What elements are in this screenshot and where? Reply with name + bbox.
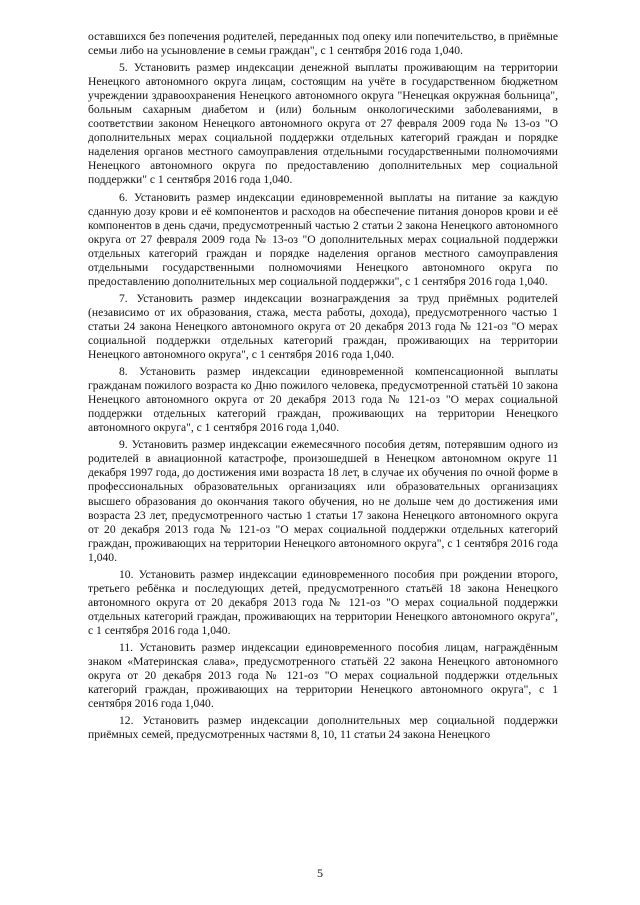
document-page <box>88 30 558 745</box>
page-number: 5 <box>317 866 323 880</box>
paragraph-item-5: 5. Установить размер индексации денежной выплаты проживающим на территории Ненецкого автономного округа лицам, состоящим на учёте в государственном бюджетном учреждении здравоохранения Ненецкого автономного округа "Ненецкая окружная больница", больным сахарным диабетом и (или) больным онкологическими заболеваниями, в соответствии законом Ненецкого автономного округа от 27 февраля 2009 года № 13-оз "О дополнительных мерах социальной поддержки отдельных категорий граждан и порядке наделения органов местного самоуправления отдельными государственными полномочиями Ненецкого автономного округа по предоставлению дополнительных мер социальной поддержки" с 1 сентября 2016 года 1,040. <box>88 61 558 187</box>
paragraph-item-11: 11. Установить размер индексации единовременного пособия лицам, награждённым знаком «Материнская слава», предусмотренного статьёй 22 закона Ненецкого автономного округа от 20 декабря 2013 года № 121-оз "О мерах социальной поддержки отдельных категорий граждан, проживающих на территории Ненецкого автономного округа", с 1 сентября 2016 года 1,040. <box>88 640 558 711</box>
paragraph-item-12: 12. Установить размер индексации дополнительных мер социальной поддержки приёмных семей, предусмотренных частями 8, 10, 11 статьи 24 закона Ненецкого <box>88 714 558 742</box>
paragraph-item-7: 7. Установить размер индексации вознаграждения за труд приёмных родителей (независимо от их образования, стажа, места работы, дохода), предусмотренного частью 1 статьи 24 закона Ненецкого автономного округа от 20 декабря 2013 года № 121-оз "О мерах социальной поддержки отдельных категорий граждан, проживающих на территории Ненецкого автономного округа", с 1 сентября 2016 года 1,040. <box>88 291 558 362</box>
paragraph-item-9: 9. Установить размер индексации ежемесячного пособия детям, потерявшим одного из родителей в авиационной катастрофе, произошедшей в Ненецком автономном округе 11 декабря 1997 года, до достижения ими возраста 18 лет, в случае их обучения по очной форме в профессиональных образовательных организациях или образовательных организациях высшего образования до окончания такого обучения, но не дольше чем до достижения ими возраста 23 лет, предусмотренного частью 1 статьи 17 закона Ненецкого автономного округа от 20 декабря 2013 года № 121-оз "О мерах социальной поддержки отдельных категорий граждан, проживающих на территории Ненецкого автономного округа", с 1 сентября 2016 года 1,040. <box>88 438 558 564</box>
paragraph-item-8: 8. Установить размер индексации единовременной компенсационной выплаты гражданам пожилого возраста ко Дню пожилого человека, предусмотренной статьёй 10 закона Ненецкого автономного округа от 20 декабря 2013 года № 121-оз "О мерах социальной поддержки отдельных категорий граждан, проживающих на территории Ненецкого автономного округа", с 1 сентября 2016 года 1,040. <box>88 365 558 435</box>
paragraph-item-10: 10. Установить размер индексации единовременного пособия при рождении второго, третьего ребёнка и последующих детей, предусмотренного статьёй 18 закона Ненецкого автономного округа от 20 декабря 2013 года № 121-оз "О мерах социальной поддержки отдельных категорий граждан, проживающих на территории Ненецкого автономного округа", с 1 сентября 2016 года 1,040. <box>88 567 558 637</box>
paragraph-item-6: 6. Установить размер индексации единовременной выплаты на питание за каждую сданную дозу крови и её компонентов и расходов на обеспечение питания доноров крови и её компонентов в день сдачи, предусмотренный частью 2 статьи 2 закона Ненецкого автономного округа от 27 февраля 2009 года № 13-оз "О дополнительных мерах социальной поддержки отдельных категорий граждан и порядке наделения органов местного самоуправления отдельными государственными полномочиями Ненецкого автономного округа по предоставлению дополнительных мер социальной поддержки", с 1 сентября 2016 года 1,040. <box>88 190 558 288</box>
paragraph-continuation: оставшихся без попечения родителей, переданных под опеку или попечительство, в приёмные семьи либо на усыновление в семьи граждан", с 1 сентября 2016 года 1,040. <box>88 30 558 58</box>
